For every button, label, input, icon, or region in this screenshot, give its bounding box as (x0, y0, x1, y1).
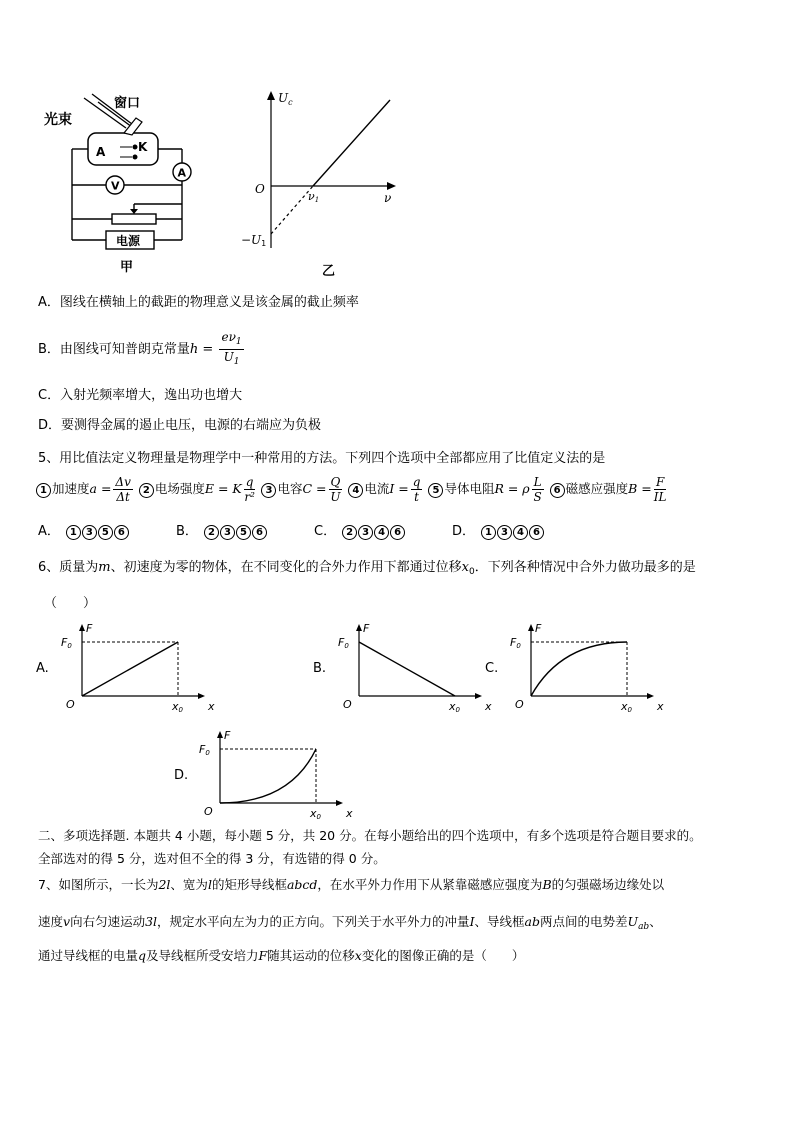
ammeter-label: A (177, 166, 187, 180)
circled-number: 6 (529, 525, 544, 540)
circled-number: 5 (236, 525, 251, 540)
q5-definition-5: 5 导体电阻R = ρ $\frac{L}{S}$ (428, 481, 545, 496)
q5-option-a: A． 1 3 5 6 (38, 520, 176, 540)
q6-option-label-c: C. (485, 661, 499, 676)
figure-caption-yi: 乙 (322, 264, 336, 279)
circled-number: 1 (36, 483, 51, 498)
circled-number: 6 (390, 525, 405, 540)
cathode-label: K (138, 140, 148, 154)
svg-text:F0: F0 (510, 636, 521, 650)
circled-number: 6 (114, 525, 129, 540)
svg-text:x0: x0 (172, 700, 183, 714)
q6-graph-d (196, 727, 366, 822)
rheostat (112, 214, 156, 224)
q5-definition-1: 1 加速度a = $\frac{\Delta v}{\Delta t}$ (36, 481, 135, 496)
svg-text:x0: x0 (310, 807, 321, 821)
q4-option-b: B．由图线可知普朗克常量h = $\frac{e\nu_1}{U_1}$ (38, 330, 242, 367)
y-axis-label: $U_c$ (278, 91, 293, 107)
circled-number: 4 (513, 525, 528, 540)
circled-number: 6 (550, 483, 565, 498)
svg-text:O: O (204, 805, 213, 818)
q6-option-label-b: B. (313, 661, 327, 676)
q5-stem: 5、用比值法定义物理量是物理学中一种常用的方法。下列四个选项中全部都应用了比值定义法的是 (38, 451, 606, 466)
voltmeter-label: V (111, 179, 120, 193)
circled-number: 1 (66, 525, 81, 540)
svg-text:O: O (343, 698, 352, 711)
window-label: 窗口 (114, 96, 141, 111)
q5-option-d: D． 1 3 4 6 (452, 520, 590, 540)
circled-number: 6 (252, 525, 267, 540)
q6-curve (220, 749, 316, 803)
svg-text:x: x (657, 700, 664, 713)
q5-definition-3: 3 电容C = $\frac{Q}{U}$ (261, 481, 344, 496)
circled-number: 3 (261, 483, 276, 498)
q7-line1: 7、如图所示，一长为2l、宽为l的矩形导线框abcd，在水平外力作用下从紧靠磁感应强度为B的匀强磁场边缘处以 (38, 877, 665, 892)
circled-number: 4 (374, 525, 389, 540)
x-intercept-label: ν1 (308, 190, 320, 204)
q7-line2: 速度v向右匀速运动3l，规定水平向左为力的正方向。下列关于水平外力的冲量I、导线框ab两点间的电势差$U_{ab}$、 (38, 914, 662, 932)
q5-option-b: B． 2 3 5 6 (176, 520, 314, 540)
graph-extension (271, 186, 313, 234)
q5-option-c: C． 2 3 4 6 (314, 520, 452, 540)
circled-number: 3 (220, 525, 235, 540)
svg-text:x0: x0 (449, 700, 460, 714)
graph-figure-yi (241, 88, 400, 280)
graph-line (313, 100, 390, 186)
x-axis-label: ν (384, 191, 392, 205)
section2-line2: 全部选对的得 5 分，选对但不全的得 3 分，有选错的得 0 分。 (38, 851, 386, 866)
q4-option-d: D．要测得金属的遏止电压，电源的右端应为负极 (38, 418, 322, 433)
section2-line1: 二、多项选择题. 本题共 4 小题，每小题 5 分，共 20 分。在每小题给出的四个选项中，有多个选项是符合题目要求的。 (38, 828, 702, 843)
svg-text:x0: x0 (621, 700, 632, 714)
svg-text:x: x (485, 700, 492, 713)
svg-text:F0: F0 (199, 743, 210, 757)
svg-text:x: x (208, 700, 215, 713)
light-beam-label: 光束 (44, 112, 72, 128)
svg-text:O: O (515, 698, 524, 711)
q4-option-a: A．图线在横轴上的截距的物理意义是该金属的截止频率 (38, 295, 359, 310)
q6-option-label-a: A. (36, 661, 49, 676)
q6-answer-paren: （ ） (44, 596, 97, 611)
circled-number: 3 (358, 525, 373, 540)
q4-option-c: C．入射光频率增大，逸出功也增大 (38, 388, 243, 403)
planck-fraction: $\frac{e\nu_1}{U_1}$ (221, 330, 242, 367)
q7-line3: 通过导线框的电量q及导线框所受安培力F随其运动的位移x变化的图像正确的是（ ） (38, 948, 525, 963)
svg-text:F: F (363, 622, 370, 635)
anode-label: A (96, 145, 106, 159)
svg-text:F0: F0 (61, 636, 72, 650)
y-intercept-label: −U1 (241, 233, 267, 248)
source-label: 电源 (116, 234, 141, 248)
q5-definition-4: 4 电流I = $\frac{q}{t}$ (348, 481, 424, 496)
circled-number: 2 (139, 483, 154, 498)
svg-text:x: x (346, 807, 353, 820)
circled-number: 3 (497, 525, 512, 540)
svg-text:F: F (224, 729, 231, 742)
q6-graph-b (335, 620, 505, 715)
circled-number: 2 (342, 525, 357, 540)
svg-text:O: O (66, 698, 75, 711)
q6-graph-a (58, 620, 228, 715)
circled-number: 2 (204, 525, 219, 540)
q5-definition-2: 2 电场强度E = K $\frac{q}{\text{r²}}$ (139, 481, 258, 496)
q5-options (38, 520, 590, 540)
circled-number: 5 (98, 525, 113, 540)
q5-definitions (36, 475, 672, 504)
circled-number: 4 (348, 483, 363, 498)
q6-stem: 6、质量为m、初速度为零的物体，在不同变化的合外力作用下都通过位移$x_0$．下列各种情况中合外力做功最多的是 (38, 560, 696, 577)
circuit-figure-jia (40, 88, 210, 278)
svg-text:F: F (535, 622, 542, 635)
circled-number: 3 (82, 525, 97, 540)
circled-number: 1 (481, 525, 496, 540)
q6-option-label-d: D. (174, 768, 189, 783)
q6-curve (531, 642, 627, 696)
q6-graph-c (507, 620, 677, 715)
q6-curve (82, 642, 178, 696)
q6-curve (359, 642, 455, 696)
svg-text:F0: F0 (338, 636, 349, 650)
origin-label: O (255, 182, 265, 196)
circled-number: 5 (428, 483, 443, 498)
svg-text:F: F (86, 622, 93, 635)
q5-definition-6: 6 磁感应强度B = $\frac{F}{IL}$ (550, 481, 669, 496)
figure-caption-jia: 甲 (120, 260, 134, 275)
